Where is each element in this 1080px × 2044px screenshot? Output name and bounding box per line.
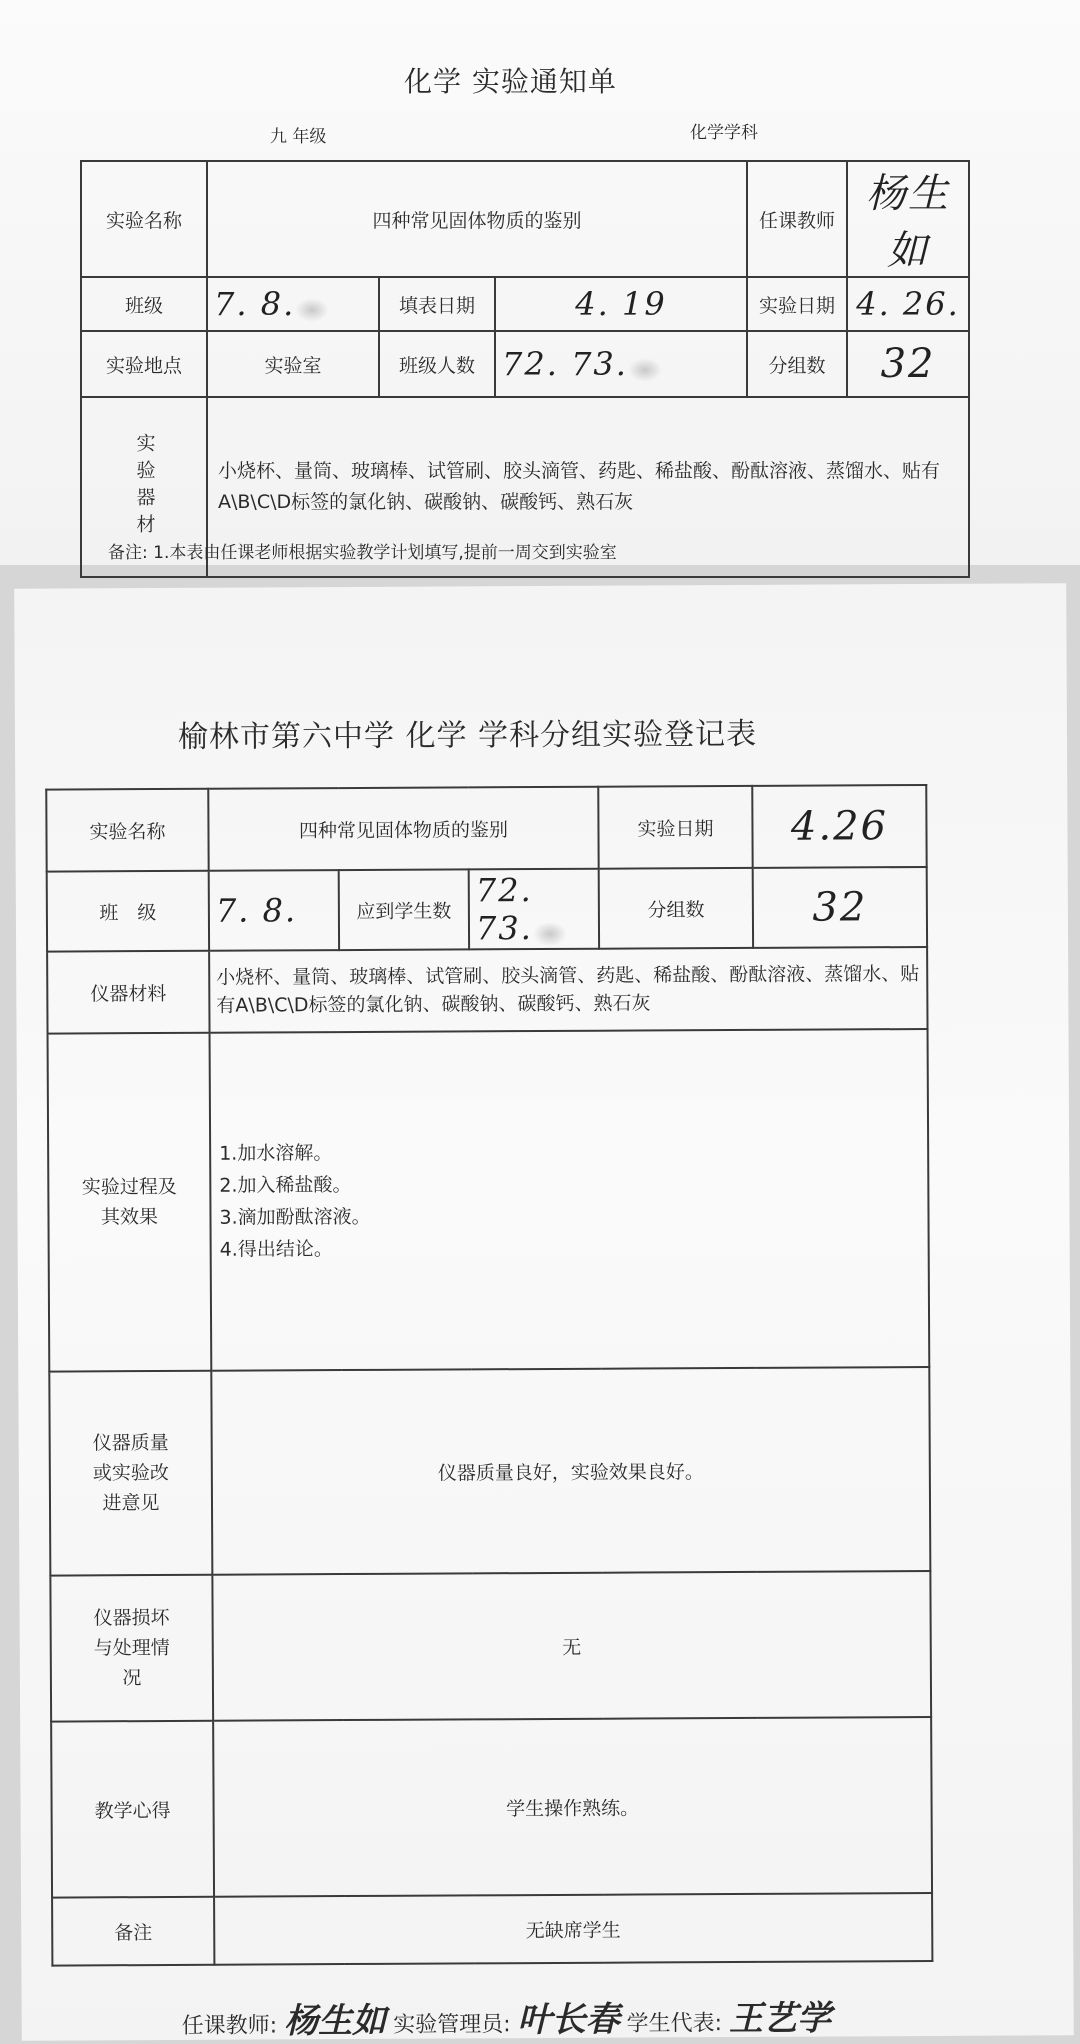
register-value-expected: 72. 73. bbox=[475, 871, 533, 948]
step-item: 4.得出结论。 bbox=[219, 1238, 333, 1261]
notice-value-class: 7. 8. bbox=[214, 285, 296, 323]
notice-value-name: 四种常见固体物质的鉴别 bbox=[207, 161, 747, 277]
register-label-class: 班 级 bbox=[47, 871, 209, 952]
redaction-mark bbox=[628, 358, 662, 382]
step-item: 1.加水溶解。 bbox=[219, 1142, 333, 1165]
register-label-expected: 应到学生数 bbox=[339, 869, 469, 950]
register-value-class: 7. 8. bbox=[215, 891, 298, 930]
notice-teacher-signature: 杨生如 bbox=[866, 171, 951, 274]
notice-label-exp-date: 实验日期 bbox=[747, 277, 847, 331]
notice-value-class-size: 72. 73. bbox=[502, 345, 628, 383]
notice-note: 备注: 1.本表由任课老师根据实验教学计划填写,提前一周交到实验室 bbox=[108, 543, 617, 563]
footer-admin-label: 实验管理员: bbox=[393, 2012, 511, 2038]
register-value-name: 四种常见固体物质的鉴别 bbox=[208, 787, 598, 871]
register-value-materials: 小烧杯、量筒、玻璃棒、试管刷、胶头滴管、药匙、稀盐酸、酚酞溶液、蒸馏水、贴有A\B\C\D标签的氯化钠、碳酸钠、碳酸钙、熟石灰 bbox=[209, 947, 927, 1033]
register-sheet bbox=[14, 583, 1074, 2040]
notice-label-groups: 分组数 bbox=[747, 331, 847, 397]
notice-grade: 九 年级 bbox=[270, 127, 327, 147]
notice-label-name: 实验名称 bbox=[81, 161, 207, 277]
footer-student-label: 学生代表: bbox=[626, 2011, 723, 2037]
notice-label-class-size: 班级人数 bbox=[379, 331, 495, 397]
redaction-mark bbox=[533, 921, 567, 945]
register-row-quality bbox=[49, 1367, 930, 1576]
notice-value-groups: 32 bbox=[880, 341, 936, 387]
notice-table bbox=[80, 160, 970, 578]
register-value-steps bbox=[210, 1029, 930, 1371]
register-label-name: 实验名称 bbox=[46, 789, 208, 872]
register-row-process bbox=[48, 1029, 930, 1372]
footer-teacher-signature: 杨生如 bbox=[284, 2000, 387, 2042]
footer-signatures bbox=[182, 1991, 832, 2043]
notice-label-fill-date: 填表日期 bbox=[379, 277, 495, 331]
register-table bbox=[45, 784, 933, 1967]
notice-title: 化学 实验通知单 bbox=[404, 65, 617, 98]
register-row-class bbox=[47, 867, 927, 952]
register-label-groups: 分组数 bbox=[599, 868, 753, 949]
notice-label-class: 班级 bbox=[81, 277, 207, 331]
notice-value-materials: 小烧杯、量筒、玻璃棒、试管刷、胶头滴管、药匙、稀盐酸、酚酞溶液、蒸馏水、贴有A\B\C\D标签的氯化钠、碳酸钠、碳酸钙、熟石灰 bbox=[207, 397, 969, 577]
register-label-reflection: 教学心得 bbox=[51, 1721, 214, 1898]
notice-row-location bbox=[81, 331, 969, 397]
register-label-materials: 仪器材料 bbox=[47, 951, 209, 1034]
register-value-reflection: 学生操作熟练。 bbox=[213, 1717, 932, 1897]
notice-subject: 化学学科 bbox=[690, 123, 758, 143]
notice-sheet bbox=[0, 0, 1080, 565]
redaction-mark bbox=[295, 298, 329, 322]
register-label-quality: 仪器质量或实验改进意见 bbox=[49, 1371, 212, 1576]
footer-teacher-label: 任课教师: bbox=[181, 2013, 278, 2039]
register-value-damage: 无 bbox=[212, 1571, 931, 1721]
notice-label-teacher: 任课教师 bbox=[747, 161, 847, 277]
register-label-process: 实验过程及其效果 bbox=[48, 1033, 212, 1372]
register-value-quality: 仪器质量良好，实验效果良好。 bbox=[211, 1367, 930, 1575]
register-value-exp-date: 4.26 bbox=[790, 803, 889, 850]
register-row-reflection bbox=[51, 1717, 932, 1898]
register-title: 榆林市第六中学 化学 学科分组实验登记表 bbox=[177, 716, 758, 755]
notice-value-location: 实验室 bbox=[207, 331, 379, 397]
notice-row-name bbox=[81, 161, 969, 277]
register-row-name bbox=[46, 785, 926, 872]
step-item: 2.加入稀盐酸。 bbox=[219, 1174, 352, 1197]
notice-value-exp-date: 4. 26. bbox=[856, 285, 960, 323]
register-row-remark bbox=[52, 1893, 932, 1966]
register-value-groups: 32 bbox=[812, 884, 868, 931]
footer-student-signature: 王艺学 bbox=[728, 1998, 832, 2040]
step-item: 3.滴加酚酞溶液。 bbox=[219, 1205, 371, 1229]
register-value-remark: 无缺席学生 bbox=[214, 1893, 932, 1965]
register-label-remark: 备注 bbox=[52, 1897, 214, 1966]
notice-label-materials: 实验器材 bbox=[81, 397, 207, 577]
notice-label-location: 实验地点 bbox=[81, 331, 207, 397]
register-row-materials bbox=[47, 947, 927, 1034]
footer-admin-signature: 叶长春 bbox=[517, 1999, 620, 2041]
register-label-exp-date: 实验日期 bbox=[598, 786, 752, 869]
register-row-damage bbox=[50, 1571, 931, 1722]
notice-value-fill-date: 4. 19 bbox=[575, 285, 667, 323]
notice-row-class bbox=[81, 277, 969, 331]
register-label-damage: 仪器损坏与处理情况 bbox=[50, 1575, 213, 1722]
